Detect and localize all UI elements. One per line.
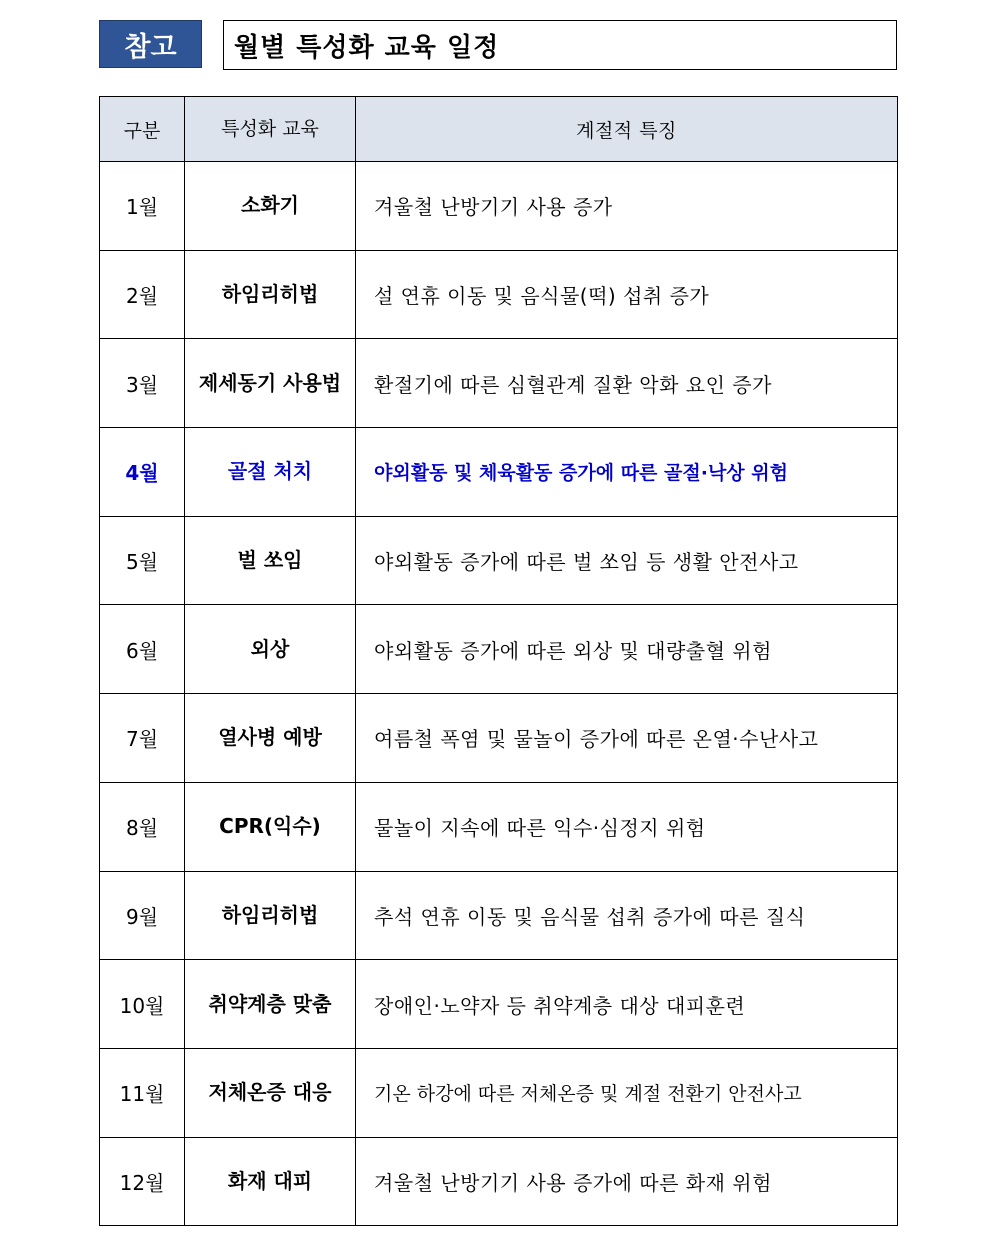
education-schedule-table [99,96,898,1226]
month-cell: 12월 [100,1137,185,1226]
education-cell: 골절 처치 [185,428,356,517]
month-cell: 10월 [100,960,185,1049]
education-cell: 저체온증 대응 [185,1048,356,1137]
feature-cell: 설 연휴 이동 및 음식물(떡) 섭취 증가 [356,250,898,339]
table-row [100,339,898,428]
feature-cell: 겨울철 난방기기 사용 증가 [356,162,898,251]
feature-cell: 야외활동 증가에 따른 벌 쏘임 등 생활 안전사고 [356,516,898,605]
feature-cell: 겨울철 난방기기 사용 증가에 따른 화재 위험 [356,1137,898,1226]
feature-cell: 야외활동 증가에 따른 외상 및 대량출혈 위험 [356,605,898,694]
education-cell: 하임리히법 [185,871,356,960]
page-header [99,20,897,70]
table-row [100,782,898,871]
feature-cell: 여름철 폭염 및 물놀이 증가에 따른 온열·수난사고 [356,694,898,783]
table-row-highlighted [100,428,898,517]
table-row [100,516,898,605]
education-cell: 취약계층 맞춤 [185,960,356,1049]
table-row [100,694,898,783]
month-cell: 8월 [100,782,185,871]
feature-cell: 추석 연휴 이동 및 음식물 섭취 증가에 따른 질식 [356,871,898,960]
education-cell: 하임리히법 [185,250,356,339]
table-row [100,1048,898,1137]
education-cell: 화재 대피 [185,1137,356,1226]
education-cell: 외상 [185,605,356,694]
month-cell: 9월 [100,871,185,960]
education-cell: 열사병 예방 [185,694,356,783]
education-cell: 소화기 [185,162,356,251]
table-row [100,871,898,960]
table-row [100,162,898,251]
column-header-feature: 계절적 특징 [356,97,898,162]
feature-cell: 물놀이 지속에 따른 익수·심정지 위험 [356,782,898,871]
reference-badge: 참고 [99,20,202,68]
education-cell: CPR(익수) [185,782,356,871]
month-cell: 1월 [100,162,185,251]
month-cell: 2월 [100,250,185,339]
table-row [100,605,898,694]
month-cell: 4월 [100,428,185,517]
month-cell: 5월 [100,516,185,605]
month-cell: 3월 [100,339,185,428]
feature-cell: 기온 하강에 따른 저체온증 및 계절 전환기 안전사고 [356,1048,898,1137]
table-header-row [100,97,898,162]
feature-cell: 장애인·노약자 등 취약계층 대상 대피훈련 [356,960,898,1049]
page-title: 월별 특성화 교육 일정 [223,20,897,70]
education-cell: 벌 쏘임 [185,516,356,605]
feature-cell: 환절기에 따른 심혈관계 질환 악화 요인 증가 [356,339,898,428]
table-row [100,250,898,339]
table-row [100,960,898,1049]
column-header-education: 특성화 교육 [185,97,356,162]
education-cell: 제세동기 사용법 [185,339,356,428]
table-row [100,1137,898,1226]
column-header-month: 구분 [100,97,185,162]
month-cell: 6월 [100,605,185,694]
feature-cell: 야외활동 및 체육활동 증가에 따른 골절·낙상 위험 [356,428,898,517]
month-cell: 11월 [100,1048,185,1137]
month-cell: 7월 [100,694,185,783]
